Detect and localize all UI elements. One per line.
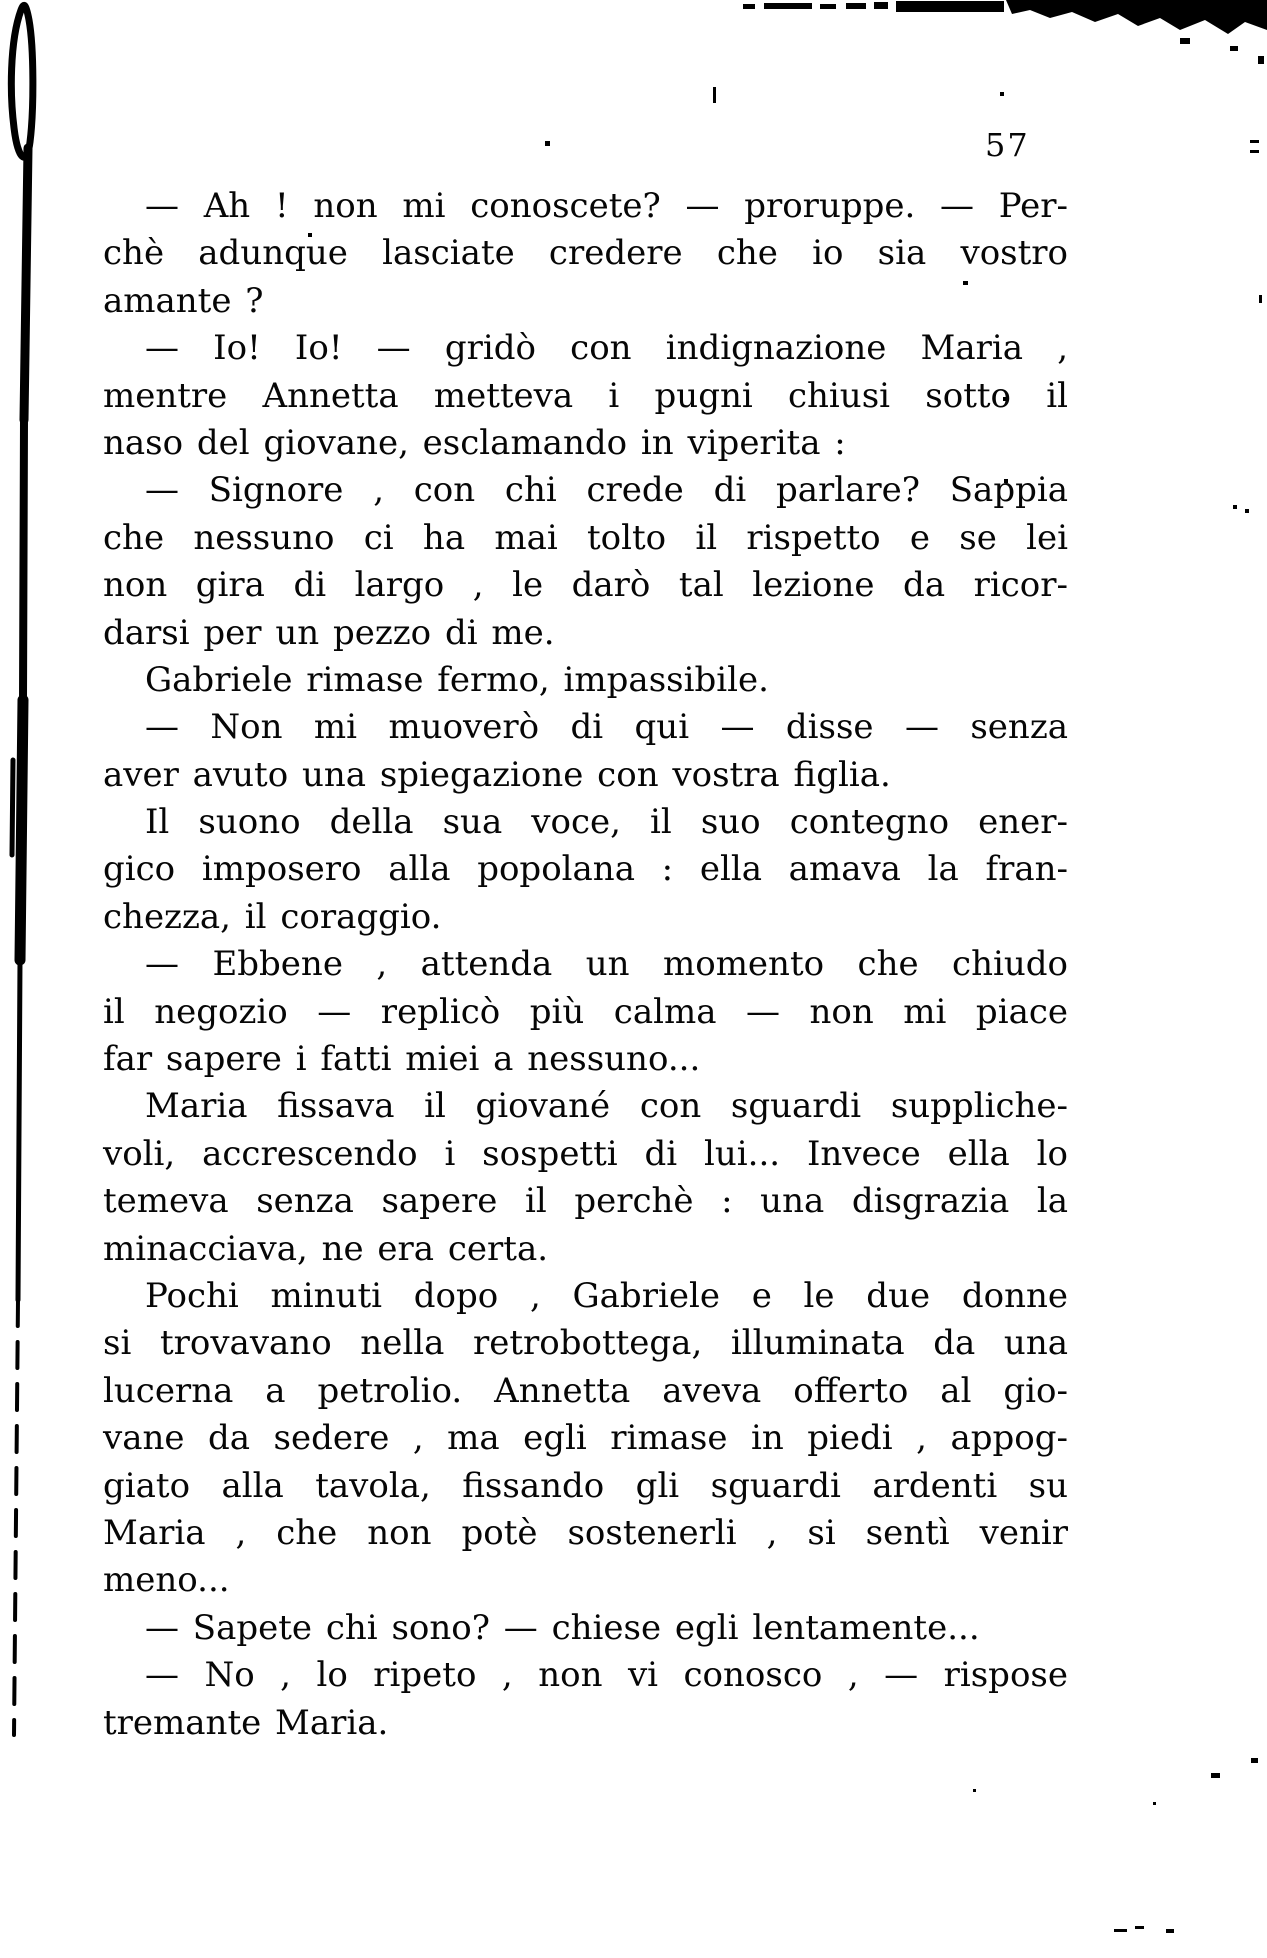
text-line: lucerna a petrolio. Annetta aveva offerto al gio- [103,1370,1068,1411]
scan-speck [713,87,716,103]
scan-speck [1211,1773,1220,1778]
scan-speck [1259,295,1262,303]
text-line: tremante Maria. [103,1702,389,1743]
text-line: che nessuno ci ha mai tolto il rispetto e se lei [103,517,1068,558]
text-line: giato alla tavola, fissando gli sguardi ardenti su [103,1465,1068,1506]
text-line: temeva senza sapere il perchè : una disgrazia la [103,1181,1068,1222]
text-line: Maria , che non potè sostenerli , si sentì venir [103,1512,1068,1553]
text-line: far sapere i fatti miei a nessuno... [103,1039,701,1080]
text-line: chezza, il coraggio. [103,896,442,937]
scan-speck [1166,1929,1174,1933]
text-line: — Signore , con chi crede di parlare? Sappia [145,470,1068,511]
text-line: non gira di largo , le darò tal lezione da ricor- [103,565,1068,606]
text-line: vane da sedere , ma egli rimase in piedi , appog- [103,1418,1068,1459]
text-line: si trovavano nella retrobottega, illuminata da una [103,1323,1068,1364]
text-line: — Ebbene , attenda un momento che chiudo [145,944,1068,985]
text-line: — Sapete chi sono? — chiese egli lentamente... [145,1607,980,1648]
text-line: Il suono della sua voce, il suo contegno ener- [145,802,1068,843]
text-line: — Io! Io! — gridò con indignazione Maria , [145,328,1068,369]
scan-speck [1251,1758,1258,1763]
scan-speck [1135,1926,1144,1929]
page-text [103,183,1068,1747]
scan-edge-top [0,0,1267,70]
text-line: il negozio — replicò più calma — non mi piace [103,991,1068,1032]
scan-speck [545,141,550,146]
text-line: amante ? [103,280,264,321]
text-line: naso del giovane, esclamando in viperita : [103,422,846,463]
scan-speck [1250,150,1259,153]
page-number: 57 [985,126,1030,164]
text-line: chè adunque lasciate credere che io sia vostro [103,233,1068,274]
text-line: meno... [103,1560,230,1601]
text-line: minacciava, ne era certa. [103,1228,549,1269]
text-line: Maria fissava il giované con sguardi suppliche- [145,1086,1068,1127]
text-line: aver avuto una spiegazione con vostra figlia. [103,754,891,795]
scan-speck [1000,92,1004,96]
scan-speck [973,1789,976,1792]
text-line: gico imposero alla popolana : ella amava la fran- [103,849,1068,890]
scan-speck [1114,1929,1127,1932]
scan-speck [1250,140,1259,143]
text-line: — Non mi muoverò di qui — disse — senza [145,707,1068,748]
scan-speck [1233,505,1237,509]
text-line: Pochi minuti dopo , Gabriele e le due donne [145,1275,1068,1316]
text-line: voli, accrescendo i sospetti di lui... Invece ella lo [103,1133,1068,1174]
text-line: — No , lo ripeto , non vi conosco , — rispose [145,1655,1068,1696]
binding-mark [0,0,50,1958]
text-line: mentre Annetta metteva i pugni chiusi sotto il [103,375,1068,416]
text-line: — Ah ! non mi conoscete? — proruppe. — Per- [145,186,1068,226]
scan-speck [1245,509,1249,513]
text-line: darsi per un pezzo di me. [103,612,555,653]
text-line: Gabriele rimase fermo, impassibile. [145,659,769,700]
scan-speck [1153,1802,1156,1805]
